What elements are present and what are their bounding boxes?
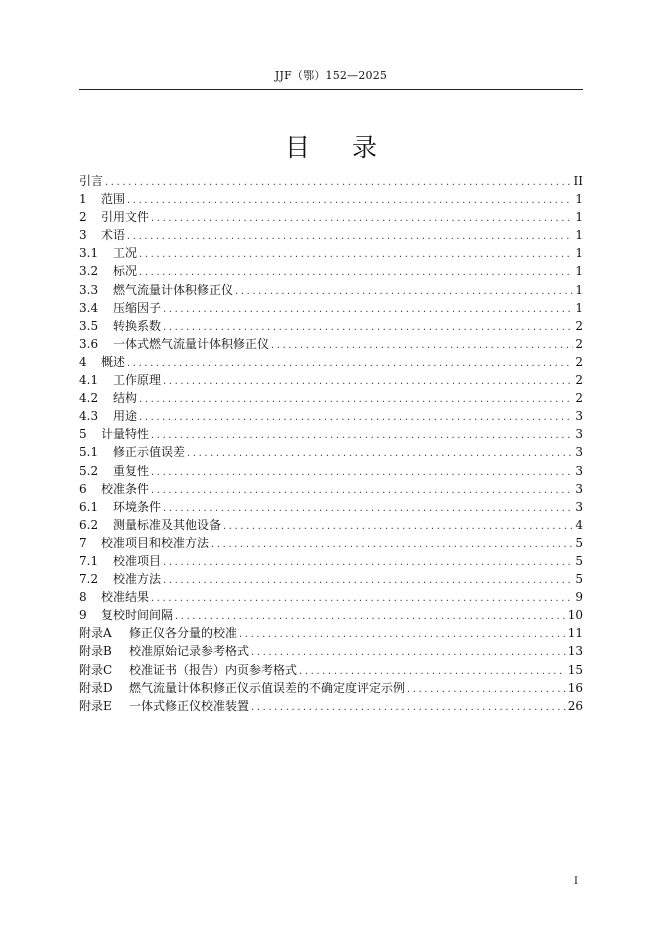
toc-entry-number: 3.2: [79, 264, 99, 279]
toc-entry[interactable]: [79, 480, 583, 498]
toc-entry-number: 3.4: [79, 300, 99, 315]
toc-entry-title: 校准原始记录参考格式: [129, 644, 250, 659]
toc-entry-number: 4.2: [79, 391, 99, 406]
toc-dot-leader: [163, 373, 573, 391]
toc-dot-leader: [163, 500, 573, 518]
toc-dot-leader: [163, 572, 573, 590]
toc-entry[interactable]: [79, 172, 583, 190]
toc-entry-number: 附录B: [79, 644, 112, 659]
toc-entry-title: 修正示值误差: [113, 445, 186, 460]
toc-entry-number: 6.1: [79, 499, 99, 514]
toc-entry-number: 9: [79, 608, 87, 623]
toc-dot-leader: [127, 228, 573, 246]
toc-entry-page: 5: [575, 535, 583, 550]
toc-entry[interactable]: [79, 534, 583, 552]
toc-entry-page: 4: [575, 517, 583, 532]
toc-entry-number: 7.2: [79, 572, 99, 587]
toc-entry-number: 3.3: [79, 282, 99, 297]
header-divider: [79, 89, 583, 90]
toc-dot-leader: [151, 590, 573, 608]
toc-entry-number: 4.1: [79, 373, 99, 388]
toc-entry[interactable]: [79, 262, 583, 280]
toc-dot-leader: [139, 391, 573, 409]
toc-entry-title: 用途: [113, 409, 138, 424]
toc-entry-title: 标况: [113, 264, 138, 279]
toc-entry-title: 计量特性: [101, 427, 150, 442]
toc-entry[interactable]: [79, 624, 583, 642]
page-title: 目录: [284, 133, 419, 162]
toc-entry-title: 燃气流量计体积修正仪示值误差的不确定度评定示例: [129, 680, 406, 695]
toc-entry-page: 5: [575, 553, 583, 568]
toc-entry-title: 引用文件: [101, 210, 150, 225]
toc-entry-page: 2: [575, 373, 583, 388]
toc-entry[interactable]: [79, 407, 583, 425]
toc-entry-title: 概述: [101, 354, 126, 369]
toc-dot-leader: [127, 192, 573, 210]
toc-dot-leader: [151, 482, 573, 500]
toc-entry-page: 5: [575, 572, 583, 587]
toc-dot-leader: [163, 301, 573, 319]
toc-entry-page: 3: [575, 499, 583, 514]
toc-dot-leader: [127, 355, 573, 373]
toc-entry-page: 3: [575, 481, 583, 496]
toc-entry[interactable]: [79, 570, 583, 588]
toc-entry-title: 校准项目和校准方法: [101, 535, 210, 550]
toc-entry-number: 7: [79, 535, 87, 550]
toc-entry[interactable]: [79, 498, 583, 516]
toc-entry[interactable]: [79, 588, 583, 606]
toc-dot-leader: [139, 246, 573, 264]
toc-entry[interactable]: [79, 371, 583, 389]
toc-entry-title: 燃气流量计体积修正仪: [113, 282, 234, 297]
toc-entry-page: 9: [575, 590, 583, 605]
toc-dot-leader: [163, 554, 573, 572]
toc-entry-page: 3: [575, 409, 583, 424]
toc-entry-title: 一体式燃气流量计体积修正仪: [113, 336, 270, 351]
toc-entry-number: 1: [79, 192, 87, 207]
toc-entry-title: 结构: [113, 391, 138, 406]
toc-entry-title: 复校时间间隔: [101, 608, 174, 623]
toc-entry[interactable]: [79, 552, 583, 570]
toc-entry-number: 3.1: [79, 246, 99, 261]
toc-entry-number: 8: [79, 590, 87, 605]
toc-entry[interactable]: [79, 226, 583, 244]
toc-entry-title: 修正仪各分量的校准: [129, 626, 238, 641]
toc-entry-number: 5: [79, 427, 87, 442]
toc-entry-number: 5.1: [79, 445, 99, 460]
toc-entry[interactable]: [79, 462, 583, 480]
running-header: JJF（鄂）152—2025: [274, 69, 388, 82]
toc-entry-page: 1: [575, 246, 583, 261]
toc-entry-number: 3.6: [79, 336, 99, 351]
toc-dot-leader: [271, 337, 573, 355]
toc-entry[interactable]: [79, 389, 583, 407]
toc-entry[interactable]: [79, 208, 583, 226]
toc-entry-number: 附录E: [79, 698, 112, 713]
toc-entry[interactable]: [79, 299, 583, 317]
toc-dot-leader: [105, 174, 572, 192]
toc-entry-page: 2: [575, 336, 583, 351]
toc-entry-title: 校准方法: [113, 572, 162, 587]
toc-dot-leader: [211, 536, 573, 554]
toc-dot-leader: [151, 210, 573, 228]
page-number: I: [574, 876, 578, 887]
toc-dot-leader: [151, 427, 573, 445]
toc-entry[interactable]: [79, 606, 583, 624]
toc-entry-title: 环境条件: [113, 499, 162, 514]
toc-dot-leader: [407, 681, 566, 699]
toc-entry[interactable]: [79, 335, 583, 353]
toc-dot-leader: [223, 518, 573, 536]
toc-entry-page: II: [573, 174, 583, 188]
toc-dot-leader: [187, 445, 573, 463]
toc-entry-page: 10: [567, 608, 583, 623]
toc-entry-title: 术语: [101, 228, 126, 243]
toc-entry-title: 校准条件: [101, 481, 150, 496]
toc-entry[interactable]: [79, 443, 583, 461]
toc-entry-number: 附录A: [79, 626, 112, 641]
toc-entry-title: 引言: [79, 174, 104, 188]
toc-entry-number: 2: [79, 210, 87, 225]
toc-entry-page: 1: [575, 192, 583, 207]
toc-entry-page: 15: [567, 662, 583, 677]
toc-entry-title: 校准结果: [101, 590, 150, 605]
toc-entry[interactable]: [79, 244, 583, 262]
toc-entry-page: 1: [575, 264, 583, 279]
toc-entry-page: 26: [567, 698, 583, 713]
toc-entry[interactable]: [79, 281, 583, 299]
toc-dot-leader: [235, 283, 573, 301]
toc-entry-page: 1: [575, 300, 583, 315]
toc-entry[interactable]: [79, 642, 583, 660]
toc-entry-title: 范围: [101, 192, 126, 207]
toc-entry-number: 附录C: [79, 662, 113, 677]
table-of-contents: [79, 172, 583, 715]
toc-entry-page: 1: [575, 228, 583, 243]
toc-entry-page: 1: [575, 210, 583, 225]
toc-entry-number: 7.1: [79, 553, 99, 568]
toc-entry-number: 3: [79, 228, 87, 243]
toc-entry-page: 2: [575, 391, 583, 406]
toc-entry-title: 一体式修正仪校准装置: [129, 698, 250, 713]
toc-entry-title: 工作原理: [113, 373, 162, 388]
toc-entry-number: 6.2: [79, 517, 99, 532]
toc-entry-page: 3: [575, 463, 583, 478]
toc-entry-page: 1: [575, 282, 583, 297]
toc-entry-title: 测量标准及其他设备: [113, 517, 222, 532]
toc-entry[interactable]: [79, 425, 583, 443]
toc-entry[interactable]: [79, 679, 583, 697]
toc-dot-leader: [251, 644, 566, 662]
toc-entry-page: 13: [567, 644, 583, 659]
toc-entry-page: 2: [575, 354, 583, 369]
toc-entry[interactable]: [79, 190, 583, 208]
toc-entry-title: 工况: [113, 246, 138, 261]
toc-entry-number: 4.3: [79, 409, 99, 424]
toc-entry-title: 重复性: [113, 463, 150, 478]
toc-dot-leader: [251, 699, 566, 717]
toc-entry-title: 校准项目: [113, 553, 162, 568]
toc-entry[interactable]: [79, 661, 583, 679]
toc-entry-number: 5.2: [79, 463, 99, 478]
toc-entry-page: 3: [575, 445, 583, 460]
toc-entry[interactable]: [79, 353, 583, 371]
toc-dot-leader: [139, 409, 573, 427]
toc-entry[interactable]: [79, 317, 583, 335]
toc-entry-title: 转换系数: [113, 318, 162, 333]
toc-entry-number: 4: [79, 354, 87, 369]
toc-entry-number: 附录D: [79, 680, 113, 695]
toc-dot-leader: [151, 464, 573, 482]
toc-entry[interactable]: [79, 697, 583, 715]
toc-entry-page: 3: [575, 427, 583, 442]
toc-entry-title: 压缩因子: [113, 300, 162, 315]
toc-entry-page: 11: [567, 626, 583, 641]
toc-entry-number: 3.5: [79, 318, 99, 333]
toc-entry-page: 16: [567, 680, 583, 695]
toc-entry-page: 2: [575, 318, 583, 333]
toc-entry[interactable]: [79, 516, 583, 534]
toc-entry-title: 校准证书（报告）内页参考格式: [129, 662, 298, 677]
toc-dot-leader: [239, 626, 566, 644]
toc-entry-number: 6: [79, 481, 87, 496]
